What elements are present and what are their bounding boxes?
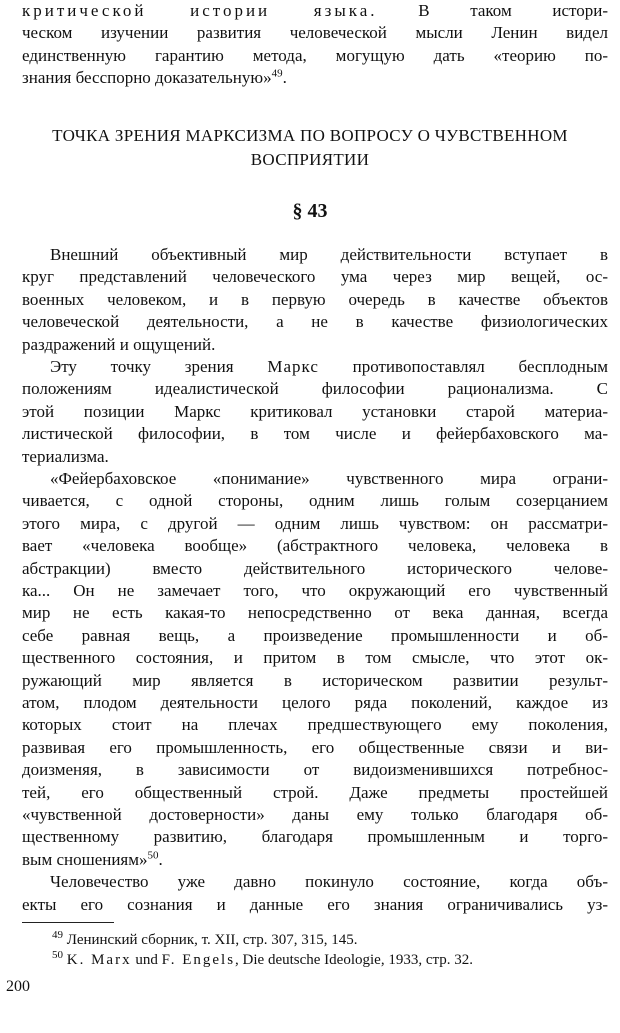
author-name: K. Marx — [66, 952, 132, 968]
chapter-heading-line-1: ТОЧКА ЗРЕНИЯ МАРКСИЗМА ПО ВОПРОСУ О ЧУВСТВЕННОМ — [52, 126, 568, 145]
text-line: военных человеком, и в первую очередь в качестве объектов — [22, 289, 608, 309]
text-line: положениям идеалистической философии рационализма. С — [22, 379, 608, 399]
text-line: абстракции) вместо действительного исторического челове- — [22, 558, 608, 578]
text-line — [22, 849, 608, 871]
text-line: «чувственной достоверности» даны ему только благодаря об- — [22, 805, 608, 824]
text-line: человеческой деятельности, а не в качестве физиологических — [22, 312, 608, 332]
text-line: которых стоит на плечах предшествующего ему поколения, — [22, 715, 608, 735]
text-line: Внешний объективный мир действительности вступает в — [50, 245, 608, 264]
text-line: териализма. — [22, 446, 109, 466]
text-line — [22, 0, 608, 22]
footnote-number: 49 — [52, 929, 63, 941]
text-line: «Фейербаховское «понимание» чувственного мира ограни- — [50, 469, 608, 488]
page-number: 200 — [6, 978, 30, 995]
text-line: ка... Он не замечает того, что окружающий его чувственный — [22, 581, 608, 600]
text-line: этого мира, с другой — одним лишь чувством: он рассматри- — [22, 513, 608, 533]
text-line: атом, плодом деятельности целого ряда поколений, каждое из — [22, 693, 608, 712]
text-fragment: Эту точку зрения — [50, 357, 268, 376]
footnote-number: 50 — [52, 949, 63, 961]
text-fragment: противопоставлял бесплодным — [318, 357, 608, 376]
text-fragment: знания бесспорно доказательную» — [22, 68, 272, 88]
spaced-text: Маркс — [267, 357, 319, 376]
text-line: вает «человека вообще» (абстрактного человека, человека в — [22, 536, 608, 556]
text-line — [22, 67, 608, 89]
spaced-text: критической истории языка. — [22, 1, 378, 20]
text-fragment: вым сношениям» — [22, 849, 148, 869]
text-fragment: . — [158, 849, 163, 869]
text-line: этой позиции Маркс критиковал установки старой материа- — [22, 401, 608, 421]
text-line: круг представлений человеческого ума через мир вещей, ос- — [22, 267, 608, 287]
text-fragment: В таком истори- — [377, 1, 608, 20]
section-number: § 43 — [292, 200, 328, 222]
text-line: ческом изучении развития человеческой мысли Ленин видел — [22, 23, 608, 43]
footnote-ref: 50 — [147, 849, 159, 862]
text-line: развивая его промышленность, его общественные связи и ви- — [22, 737, 608, 757]
footnote-text: , Die deutsche Ideologie, 1933, стр. 32. — [235, 952, 473, 968]
text-line: Человечество уже давно покинуло состояние, когда объ- — [50, 872, 608, 892]
text-fragment: . — [282, 68, 287, 88]
text-line: листической философии, в том числе и фейербаховского ма- — [22, 424, 608, 444]
footnote-50 — [52, 950, 473, 970]
text-line: ружающий мир является в историческом развитии результ- — [22, 670, 608, 690]
chapter-heading-line-2: ВОСПРИЯТИИ — [250, 150, 370, 169]
footnote-ref: 49 — [271, 67, 283, 80]
footnote-separator — [22, 922, 114, 923]
text-line — [50, 356, 608, 378]
text-line: щественного состояния, и притом в том смысле, что этот ок- — [22, 648, 608, 668]
text-line: чивается, с одной стороны, одним лишь голым созерцанием — [22, 491, 608, 511]
text-line: екты его сознания и данные его знания ограничивались уз- — [22, 894, 608, 914]
author-name: F. Engels — [161, 952, 236, 968]
text-line: щественному развитию, благодаря промышленным и торго- — [22, 827, 608, 847]
footnote-49 — [52, 930, 358, 950]
text-line: себе равная вещь, а произведение промышленности и об- — [22, 625, 608, 645]
text-line: тей, его общественный строй. Даже предметы простейшей — [22, 782, 608, 802]
text-line: единственную гарантию метода, могущую дать «теорию по- — [22, 45, 608, 65]
text-line: мир не есть какая-то непосредственно от века данная, всегда — [22, 603, 608, 623]
footnote-text: Ленинский сборник, т. XII, стр. 307, 315, 145. — [63, 932, 358, 948]
text-line: доизменяя, в зависимости от видоизменившихся потребнос- — [22, 760, 608, 780]
text-line: раздражений и ощущений. — [22, 334, 216, 354]
footnote-text: und — [131, 952, 162, 968]
